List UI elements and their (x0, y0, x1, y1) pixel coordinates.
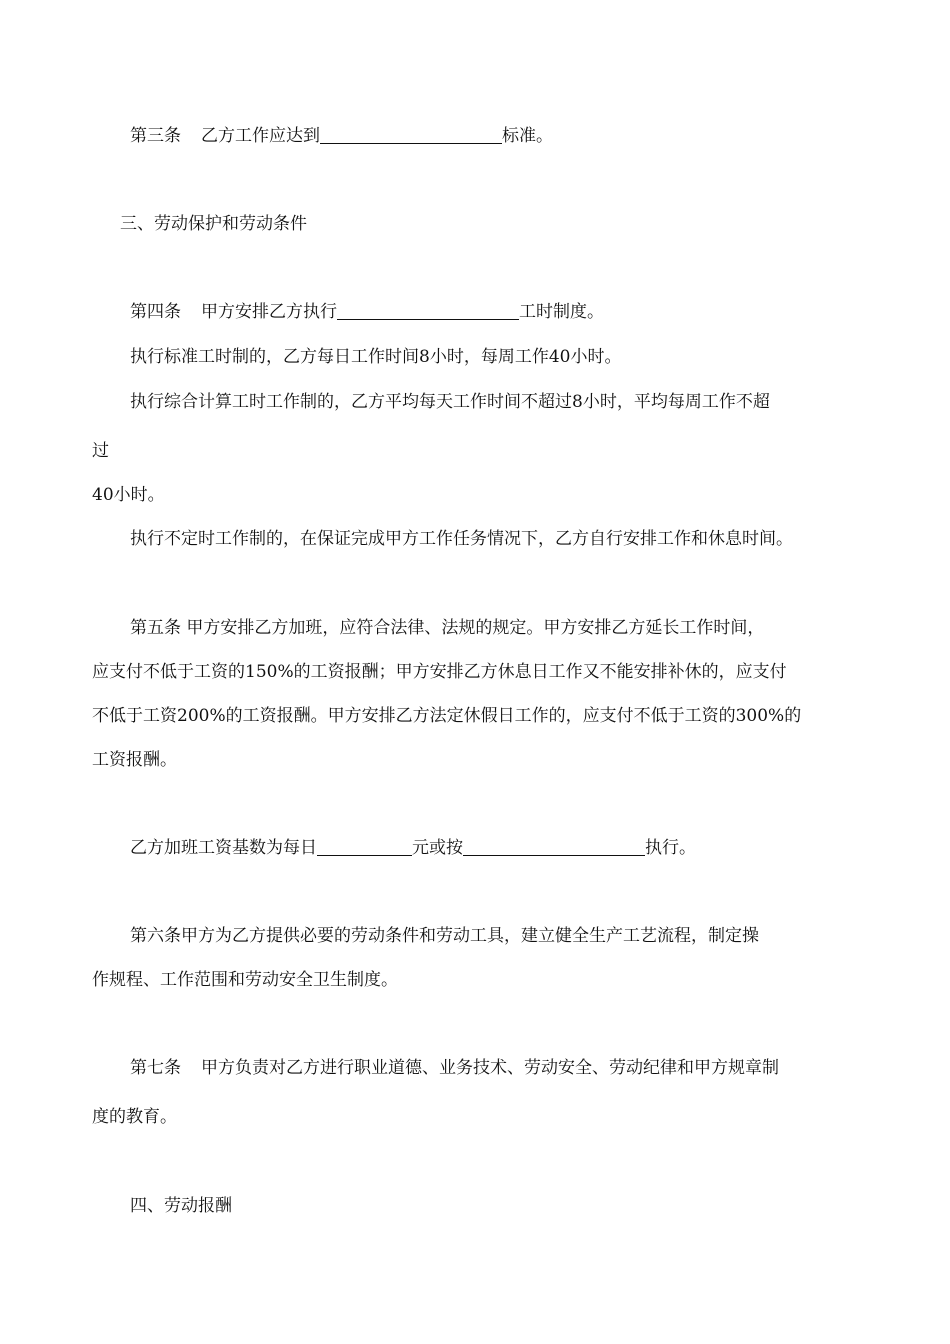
comprehensive-hours-line-2: 过 (92, 441, 109, 461)
article-3 (130, 125, 553, 147)
working-hours-system-blank[interactable] (337, 301, 519, 320)
article-7-text: 甲方负责对乙方进行职业道德、业务技术、劳动安全、劳动纪律和甲方规章制 (201, 1058, 779, 1078)
overtime-base-text-c: 执行。 (645, 838, 696, 858)
comprehensive-hours-line-3: 40小时。 (92, 485, 165, 505)
section-3-heading: 三、劳动保护和劳动条件 (120, 214, 307, 234)
daily-amount-blank[interactable] (317, 837, 412, 856)
flexible-hours-paragraph: 执行不定时工作制的，在保证完成甲方工作任务情况下，乙方自行安排工作和休息时间。 (130, 529, 793, 549)
overtime-base-line (130, 837, 696, 859)
overtime-base-text-a: 乙方加班工资基数为每日 (130, 838, 317, 858)
article-5-line-4: 工资报酬。 (92, 750, 177, 770)
article-3-label: 第三条 (130, 126, 181, 146)
article-3-text-after: 标准。 (502, 126, 553, 146)
article-7-label: 第七条 (130, 1058, 181, 1078)
overtime-basis-blank[interactable] (463, 837, 645, 856)
article-4 (130, 301, 604, 323)
work-standard-blank[interactable] (320, 125, 502, 144)
overtime-base-text-b: 元或按 (412, 838, 463, 858)
article-5-line-3: 不低于工资200%的工资报酬。甲方安排乙方法定休假日工作的，应支付不低于工资的300%的 (92, 706, 802, 726)
section-4-heading: 四、劳动报酬 (130, 1196, 232, 1216)
article-4-label: 第四条 (130, 302, 181, 322)
article-3-text-before: 乙方工作应达到 (201, 126, 320, 146)
comprehensive-hours-line-1: 执行综合计算工时工作制的，乙方平均每天工作时间不超过8小时，平均每周工作不超 (130, 392, 770, 412)
article-4-text-after: 工时制度。 (519, 302, 604, 322)
article-5-line-1: 第五条 甲方安排乙方加班，应符合法律、法规的规定。甲方安排乙方延长工作时间， (130, 618, 765, 638)
article-7-line-2: 度的教育。 (92, 1107, 177, 1127)
article-6-line-2: 作规程、工作范围和劳动安全卫生制度。 (92, 970, 398, 990)
article-4-text-before: 甲方安排乙方执行 (201, 302, 337, 322)
article-7-line-1 (130, 1057, 779, 1079)
standard-hours-paragraph: 执行标准工时制的，乙方每日工作时间8小时，每周工作40小时。 (130, 347, 622, 367)
article-6-line-1: 第六条甲方为乙方提供必要的劳动条件和劳动工具，建立健全生产工艺流程，制定操 (130, 926, 759, 946)
article-5-line-2: 应支付不低于工资的150%的工资报酬；甲方安排乙方休息日工作又不能安排补休的，应支付 (92, 662, 787, 682)
